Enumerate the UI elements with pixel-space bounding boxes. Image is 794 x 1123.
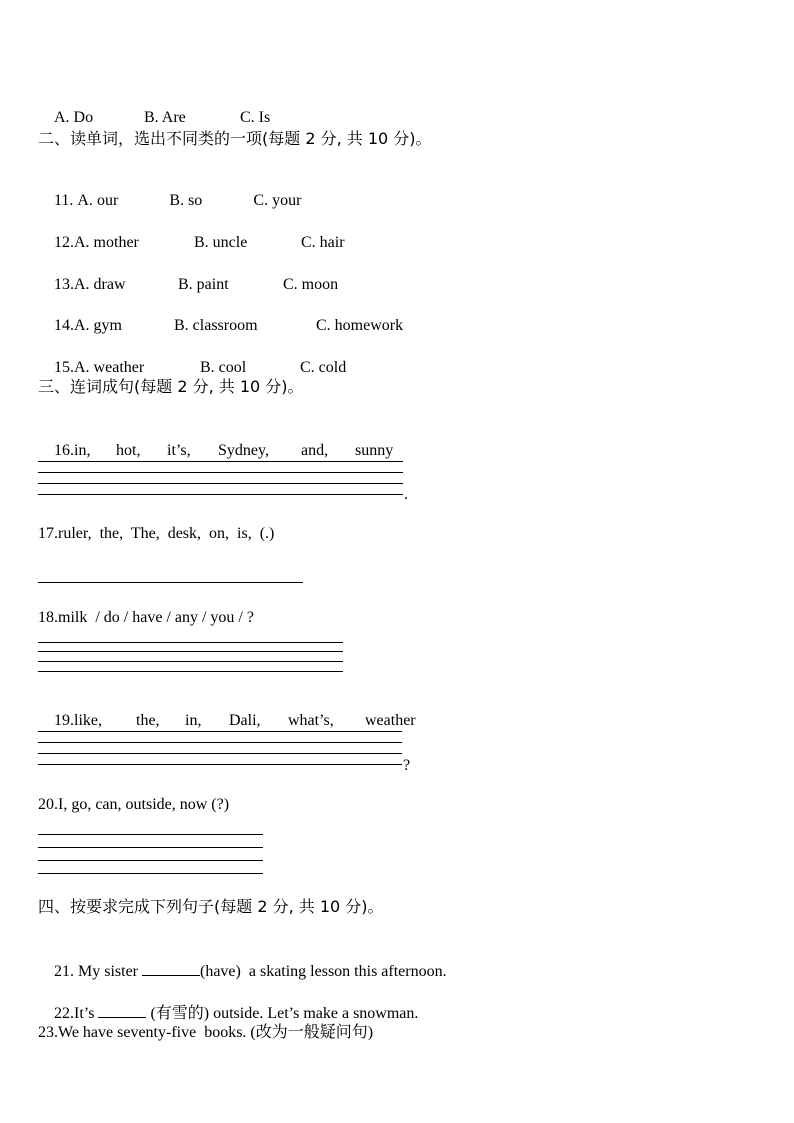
q16-word: it’s,	[167, 442, 191, 459]
q21-text-after: (have) a skating lesson this afternoon.	[200, 963, 447, 980]
q11-number: 11.	[54, 192, 74, 209]
q19-word: Dali,	[229, 712, 261, 729]
q10-option-a: A. Do	[54, 109, 94, 126]
q16-word: Sydney,	[218, 442, 269, 459]
q19-word: like,	[74, 712, 102, 729]
answer-line	[38, 461, 403, 462]
q21-text-before: 21. My sister	[54, 963, 142, 980]
question-20: 20.I, go, can, outside, now (?)	[38, 796, 230, 813]
q11-option-b: B. so	[169, 192, 203, 209]
answer-line	[38, 742, 402, 743]
q11-option-a: A. our	[77, 192, 119, 209]
q13-option-a: A. draw	[74, 276, 126, 293]
q14-option-b: B. classroom	[174, 317, 258, 334]
q16-word: and,	[301, 442, 329, 459]
q15-option-b: B. cool	[200, 359, 247, 376]
question-18: 18.milk / do / have / any / you / ?	[38, 609, 254, 626]
q16-word: hot,	[116, 442, 141, 459]
q19-number: 19.	[54, 712, 74, 729]
answer-line	[38, 731, 402, 732]
q21-fill-blank[interactable]	[142, 961, 200, 976]
answer-line	[38, 847, 263, 848]
q22-text-after: (有雪的) outside. Let’s make a snowman.	[146, 1005, 419, 1022]
q12-option-c: C. hair	[301, 234, 345, 251]
q13-number: 13.	[54, 276, 74, 293]
q12-option-a: A. mother	[74, 234, 139, 251]
q16-end-punctuation: .	[404, 486, 408, 503]
q16-word: sunny	[355, 442, 394, 459]
answer-line	[38, 582, 303, 583]
answer-line	[38, 483, 403, 484]
answer-line	[38, 661, 343, 662]
q19-word: weather	[365, 712, 416, 729]
q10-option-c: C. Is	[240, 109, 271, 126]
q15-option-c: C. cold	[300, 359, 347, 376]
question-23: 23.We have seventy-five books. (改为一般疑问句)	[38, 1024, 374, 1041]
q10-option-b: B. Are	[144, 109, 186, 126]
answer-line	[38, 651, 343, 652]
q19-word: what’s,	[288, 712, 334, 729]
q22-text-before: 22.It’s	[54, 1005, 99, 1022]
q16-word: in,	[74, 442, 91, 459]
answer-line	[38, 834, 263, 835]
q15-number: 15.	[54, 359, 74, 376]
q19-end-punctuation: ?	[403, 757, 411, 774]
answer-line	[38, 671, 343, 672]
answer-line	[38, 494, 403, 495]
answer-line	[38, 472, 403, 473]
q14-number: 14.	[54, 317, 74, 334]
section-4-title: 四、按要求完成下列句子(每题 2 分, 共 10 分)。	[38, 897, 384, 916]
question-17: 17.ruler, the, The, desk, on, is, (.)	[38, 525, 275, 542]
answer-line	[38, 642, 343, 643]
q13-option-b: B. paint	[178, 276, 229, 293]
section-2-title: 二、读单词，选出不同类的一项(每题 2 分, 共 10 分)。	[38, 129, 432, 148]
q13-option-c: C. moon	[283, 276, 339, 293]
q14-option-c: C. homework	[316, 317, 404, 334]
q19-word: in,	[185, 712, 202, 729]
q19-word: the,	[136, 712, 160, 729]
answer-line	[38, 860, 263, 861]
section-3-title: 三、连词成句(每题 2 分, 共 10 分)。	[38, 377, 304, 396]
q12-option-b: B. uncle	[194, 234, 248, 251]
q14-option-a: A. gym	[74, 317, 122, 334]
q12-number: 12.	[54, 234, 74, 251]
q15-option-a: A. weather	[74, 359, 145, 376]
answer-line	[38, 873, 263, 874]
q22-fill-blank[interactable]	[98, 1003, 146, 1018]
answer-line	[38, 753, 402, 754]
answer-line	[38, 764, 402, 765]
q16-number: 16.	[54, 442, 74, 459]
q11-option-c: C. your	[253, 192, 302, 209]
